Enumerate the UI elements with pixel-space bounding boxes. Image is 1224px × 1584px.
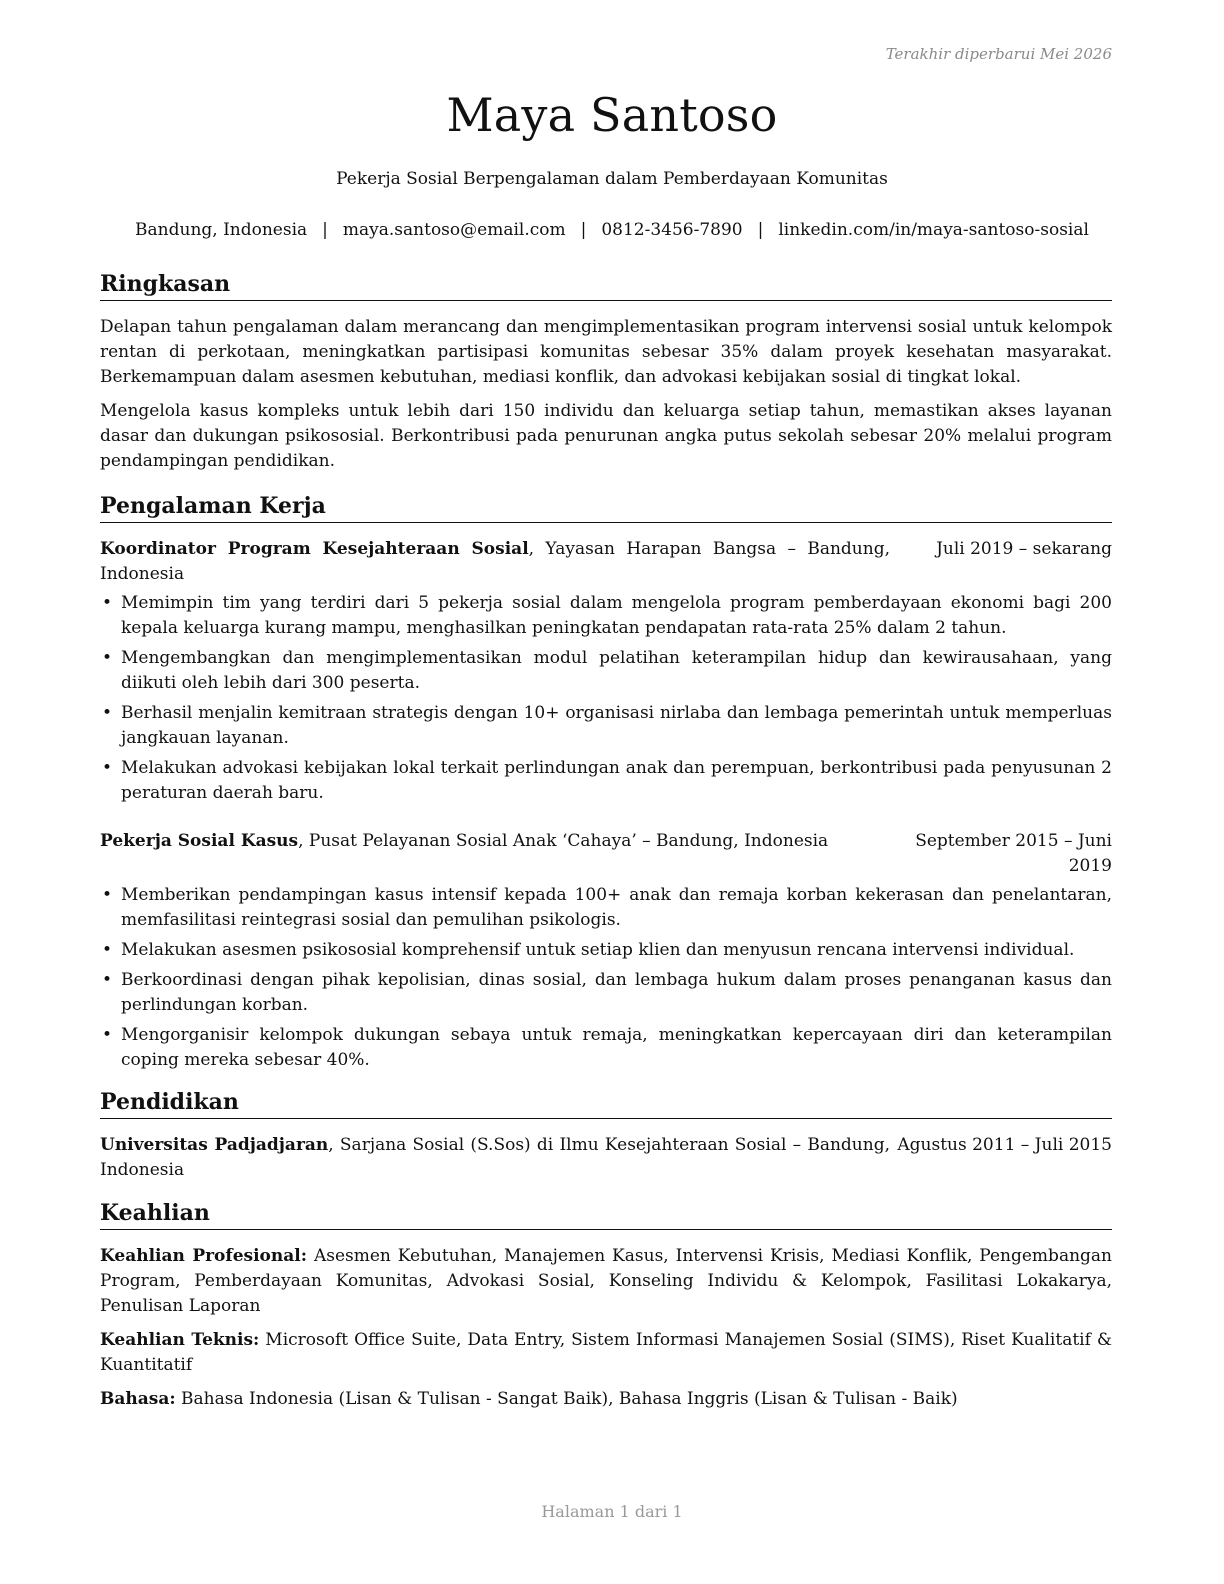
job-dates: September 2015 – Juni 2019 (915, 831, 1112, 876)
job-bullets (100, 883, 1112, 1073)
candidate-name: Maya Santoso (446, 88, 778, 142)
section-title-education: Pendidikan (100, 1088, 1112, 1119)
contact-linkedin[interactable]: linkedin.com/in/maya-santoso-sosial (778, 220, 1089, 240)
list-item: • Memberikan pendampingan kasus intensif kepada 100+ anak dan remaja korban kekerasan dan penelantaran, memfasilitasi reintegrasi sosial dan pemulihan psikologis. (100, 883, 1112, 933)
contact-line (0, 220, 1224, 240)
job-organization: , Yayasan Harapan Bangsa – Bandung, Indonesia (100, 539, 890, 584)
contact-email[interactable]: maya.santoso@email.com (342, 220, 566, 240)
job-role: Pekerja Sosial Kasus (100, 831, 299, 851)
education-dates: Agustus 2011 – Juli 2015 (897, 1135, 1112, 1155)
education-entry (100, 1133, 1112, 1183)
list-item: • Berhasil menjalin kemitraan strategis dengan 10+ organisasi nirlaba dan lembaga pemerintah untuk memperluas jangkauan layanan. (100, 701, 1112, 751)
list-item: • Melakukan advokasi kebijakan lokal terkait perlindungan anak dan perempuan, berkontribusi pada penyusunan 2 peraturan daerah baru. (100, 756, 1112, 806)
contact-location: Bandung, Indonesia (135, 220, 308, 240)
job-header (100, 537, 1112, 587)
job-role: Koordinator Program Kesejahteraan Sosial (100, 539, 529, 559)
job-dates: Juli 2019 – sekarang (936, 539, 1112, 559)
skills-text: Microsoft Office Suite, Data Entry, Sistem Informasi Manajemen Sosial (SIMS), Riset Kualitatif & Kuantitatif (100, 1330, 1112, 1375)
education-degree: , Sarjana Sosial (S.Sos) di Ilmu Kesejahteraan Sosial – Bandung, Indonesia (100, 1135, 890, 1180)
job-entry (100, 829, 1112, 1073)
summary-paragraph: Delapan tahun pengalaman dalam merancang dan mengimplementasikan program intervensi sosial untuk kelompok rentan di perkotaan, meningkatkan partisipasi komunitas sebesar 35% dalam proyek kesehatan masyarakat. Berkemampuan dalam asesmen kebutuhan, mediasi konflik, dan advokasi kebijakan sosial di tingkat lokal. (100, 317, 1112, 387)
list-item: • Mengembangkan dan mengimplementasikan modul pelatihan keterampilan hidup dan kewirausahaan, yang diikuti oleh lebih dari 300 peserta. (100, 646, 1112, 696)
list-item: • Berkoordinasi dengan pihak kepolisian, dinas sosial, dan lembaga hukum dalam proses penanganan kasus dan perlindungan korban. (100, 968, 1112, 1018)
page-number: Halaman 1 dari 1 (541, 1502, 683, 1521)
skills-technical (100, 1328, 1112, 1378)
job-bullets (100, 591, 1112, 806)
list-item: • Memimpin tim yang terdiri dari 5 pekerja sosial dalam mengelola program pemberdayaan ekonomi bagi 200 kepala keluarga kurang mampu, menghasilkan peningkatan pendapatan rata-rata 25% dalam 2 tahun. (100, 591, 1112, 641)
skills-label: Keahlian Teknis: (100, 1330, 260, 1350)
list-item: • Melakukan asesmen psikososial komprehensif untuk setiap klien dan menyusun rencana intervensi individual. (100, 938, 1112, 963)
skills-label: Keahlian Profesional: (100, 1246, 308, 1266)
list-item: • Mengorganisir kelompok dukungan sebaya untuk remaja, meningkatkan kepercayaan diri dan keterampilan coping mereka sebesar 40%. (100, 1023, 1112, 1073)
resume-content (100, 270, 1112, 1412)
summary-paragraph: Mengelola kasus kompleks untuk lebih dari 150 individu dan keluarga setiap tahun, memastikan akses layanan dasar dan dukungan psikososial. Berkontribusi pada penurunan angka putus sekolah sebesar 20% melalui program pendampingan pendidikan. (100, 401, 1112, 471)
skills-text: Asesmen Kebutuhan, Manajemen Kasus, Intervensi Krisis, Mediasi Konflik, Pengembangan Program, Pemberdayaan Komunitas, Advokasi Sosial, Konseling Individu & Kelompok, Fasilitasi Lokakarya, Penulisan Laporan (100, 1246, 1112, 1316)
skills-professional (100, 1244, 1112, 1319)
candidate-tagline: Pekerja Sosial Berpengalaman dalam Pemberdayaan Komunitas (336, 169, 888, 189)
job-header (100, 829, 1112, 879)
skills-text: Bahasa Indonesia (Lisan & Tulisan - Sangat Baik), Bahasa Inggris (Lisan & Tulisan - Baik) (175, 1389, 958, 1409)
section-title-experience: Pengalaman Kerja (100, 492, 1112, 523)
job-organization: , Pusat Pelayanan Sosial Anak ‘Cahaya’ – Bandung, Indonesia (298, 831, 829, 851)
contact-separator: | (757, 220, 764, 240)
skills-label: Bahasa: (100, 1389, 176, 1409)
contact-phone: 0812-3456-7890 (601, 220, 743, 240)
job-entry (100, 537, 1112, 806)
skills-languages (100, 1387, 1112, 1412)
education-school: Universitas Padjadjaran (100, 1135, 329, 1155)
contact-separator: | (322, 220, 328, 240)
last-updated: Terakhir diperbarui Mei 2026 (885, 45, 1112, 63)
section-title-summary: Ringkasan (100, 270, 1112, 301)
contact-separator: | (580, 220, 587, 240)
section-title-skills: Keahlian (100, 1199, 1112, 1230)
